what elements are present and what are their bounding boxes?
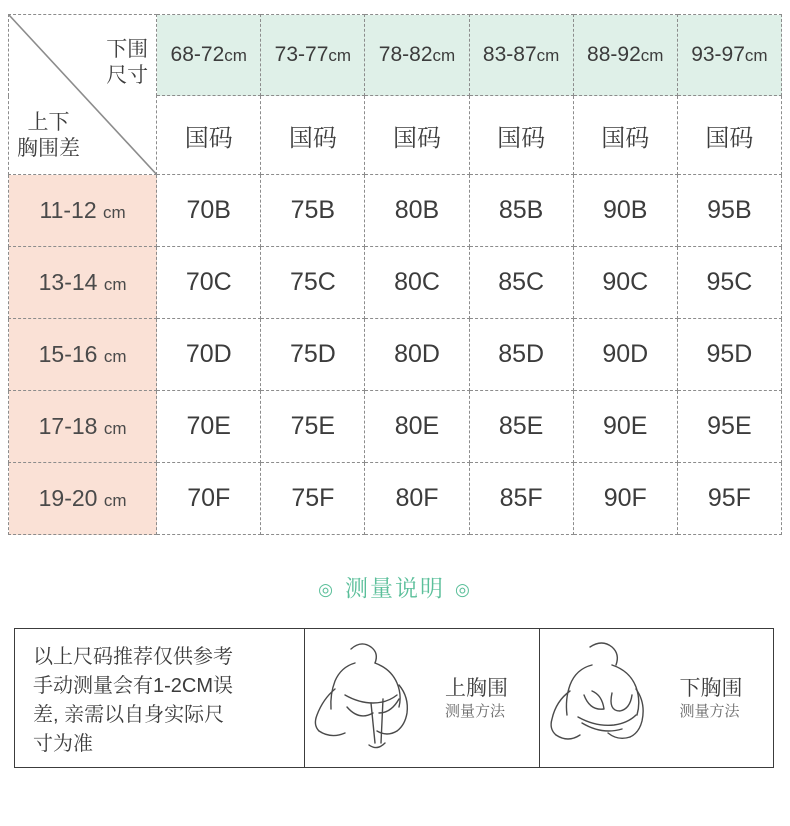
size-cell: 95D	[677, 319, 781, 391]
size-cell: 90F	[573, 463, 677, 535]
decor-dot-right-icon: ◎	[455, 579, 472, 599]
size-cell: 95C	[677, 247, 781, 319]
size-cell: 90D	[573, 319, 677, 391]
size-cell: 70E	[157, 391, 261, 463]
size-cell: 85E	[469, 391, 573, 463]
band-header-unit: cm	[432, 46, 456, 65]
subheader-cell: 国码	[573, 96, 677, 175]
corner-axis-cell	[9, 15, 157, 175]
row-label-value: 15-16	[38, 341, 98, 367]
under-bust-caption-sub: 测量方法	[679, 702, 740, 720]
corner-top-label	[106, 37, 148, 90]
note-text-line: 以上尺码推荐仅供参考	[33, 646, 233, 668]
band-header-cell	[469, 15, 573, 96]
band-header-range: 83-87	[482, 43, 537, 66]
corner-bottom-label-line1: 上下	[27, 110, 70, 134]
size-cell: 70C	[157, 247, 261, 319]
under-bust-figure-panel	[540, 629, 774, 767]
band-header-cell	[365, 15, 469, 96]
band-header-unit: cm	[640, 46, 664, 65]
section-title	[0, 570, 790, 603]
size-table	[8, 14, 782, 535]
row-label-cell	[9, 175, 157, 247]
size-cell: 90E	[573, 391, 677, 463]
band-header-unit: cm	[224, 46, 247, 65]
size-cell: 75D	[261, 319, 365, 391]
size-cell: 80C	[365, 247, 469, 319]
size-cell: 90B	[573, 175, 677, 247]
table-row	[9, 175, 782, 247]
size-cell: 80B	[365, 175, 469, 247]
upper-bust-caption-main: 上胸围	[445, 676, 508, 700]
note-text-line: 差, 亲需以自身实际尺	[33, 704, 225, 726]
size-cell: 75E	[261, 391, 365, 463]
upper-bust-figure-icon	[311, 633, 441, 763]
size-cell: 95B	[677, 175, 781, 247]
size-cell: 85F	[469, 463, 573, 535]
corner-bottom-label	[17, 110, 80, 163]
size-cell: 95E	[677, 391, 781, 463]
upper-bust-caption-sub: 测量方法	[445, 702, 506, 720]
size-cell: 85D	[469, 319, 573, 391]
row-label-unit: cm	[103, 347, 127, 366]
corner-bottom-label-line2: 胸围差	[17, 136, 80, 160]
table-row	[9, 391, 782, 463]
band-header-cell	[261, 15, 365, 96]
note-text	[15, 629, 305, 767]
table-header-row	[9, 15, 782, 96]
size-cell: 70F	[157, 463, 261, 535]
subheader-cell: 国码	[261, 96, 365, 175]
section-title-text: 测量说明	[345, 575, 445, 601]
subheader-cell: 国码	[157, 96, 261, 175]
table-row	[9, 247, 782, 319]
band-header-cell	[573, 15, 677, 96]
row-label-cell	[9, 391, 157, 463]
subheader-cell: 国码	[365, 96, 469, 175]
size-cell: 95F	[677, 463, 781, 535]
size-cell: 70B	[157, 175, 261, 247]
size-cell: 75B	[261, 175, 365, 247]
size-cell: 70D	[157, 319, 261, 391]
size-cell: 80F	[365, 463, 469, 535]
band-header-range: 93-97	[691, 43, 745, 66]
decor-dot-left-icon: ◎	[318, 579, 335, 599]
upper-bust-caption	[445, 675, 508, 722]
corner-top-label-line1: 下围	[106, 38, 149, 61]
corner-top-label-line2: 尺寸	[106, 64, 149, 88]
band-header-range: 78-82	[378, 43, 433, 66]
size-cell: 75C	[261, 247, 365, 319]
row-label-value: 11-12	[39, 197, 97, 223]
size-cell: 80E	[365, 391, 469, 463]
row-label-unit: cm	[103, 203, 126, 222]
under-bust-caption	[680, 675, 743, 722]
row-label-unit: cm	[103, 275, 127, 294]
measure-note-box	[14, 628, 774, 768]
row-label-unit: cm	[103, 491, 127, 510]
row-label-cell	[9, 463, 157, 535]
size-cell: 90C	[573, 247, 677, 319]
band-header-cell	[157, 15, 261, 96]
under-bust-caption-main: 下胸围	[679, 676, 743, 700]
band-header-unit: cm	[536, 46, 560, 65]
band-header-range: 68-72	[170, 43, 225, 66]
subheader-cell: 国码	[677, 96, 781, 175]
upper-bust-figure-panel	[305, 629, 540, 767]
table-row	[9, 463, 782, 535]
table-row	[9, 319, 782, 391]
size-cell: 85C	[469, 247, 573, 319]
row-label-value: 17-18	[38, 413, 98, 439]
band-header-range: 88-92	[587, 43, 641, 66]
band-header-cell	[677, 15, 781, 96]
band-header-range: 73-77	[274, 43, 329, 66]
size-cell: 75F	[261, 463, 365, 535]
row-label-cell	[9, 319, 157, 391]
row-label-unit: cm	[103, 419, 127, 438]
row-label-value: 13-14	[38, 269, 98, 295]
size-cell: 80D	[365, 319, 469, 391]
under-bust-figure-icon	[546, 633, 676, 763]
note-text-line: 手动测量会有1-2CM误	[33, 675, 234, 697]
row-label-cell	[9, 247, 157, 319]
band-header-unit: cm	[328, 46, 352, 65]
band-header-unit: cm	[744, 46, 768, 65]
size-cell: 85B	[469, 175, 573, 247]
subheader-cell: 国码	[469, 96, 573, 175]
note-text-line: 寸为准	[33, 733, 93, 755]
row-label-value: 19-20	[38, 485, 98, 511]
